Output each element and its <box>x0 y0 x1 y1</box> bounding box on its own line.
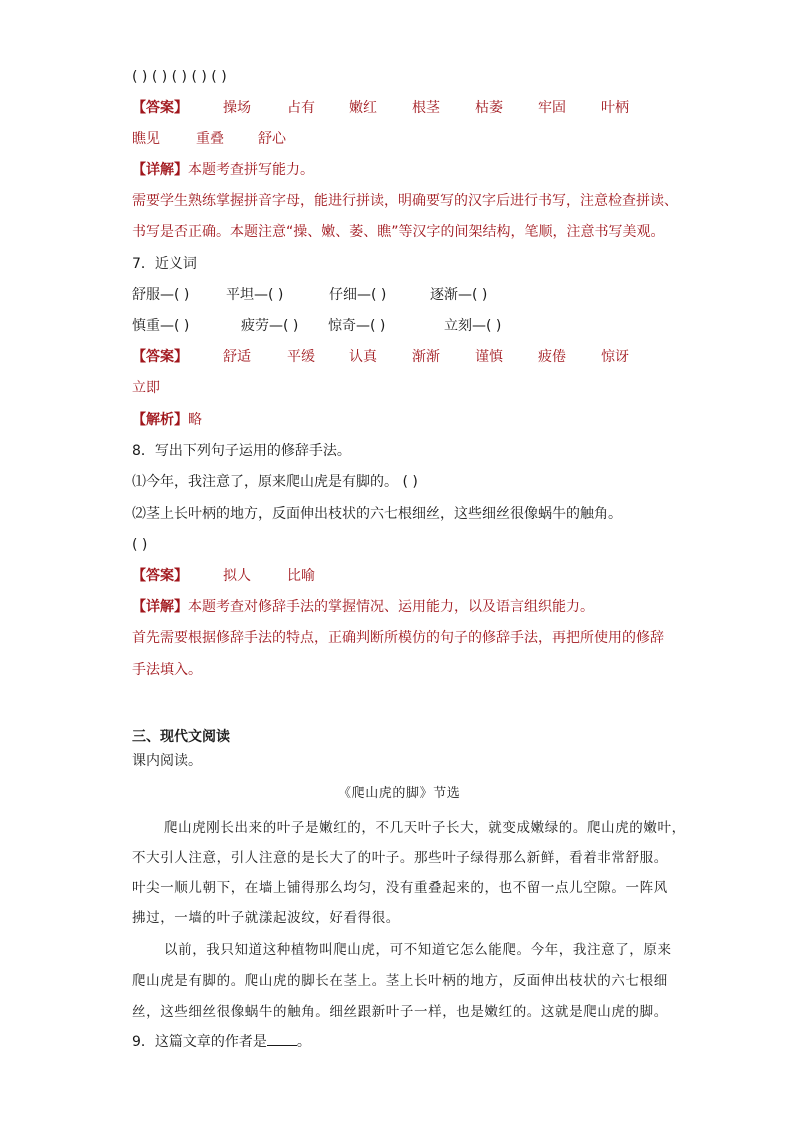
q8-title: 8．写出下列句子运用的修辞手法。 <box>132 443 351 459</box>
q6-detail <box>132 160 314 180</box>
answer-word: 平缓 <box>287 349 315 365</box>
synonym-item: 逐渐—( ) <box>430 287 488 303</box>
q7-title: 7．近义词 <box>132 256 197 272</box>
passage-title: 《爬山虎的脚》节选 <box>338 786 461 801</box>
answer-word: 根茎 <box>412 100 440 116</box>
answer-blank <box>267 1031 297 1046</box>
answer-word: 舒心 <box>258 131 286 147</box>
answer-word: 叶柄 <box>601 100 629 116</box>
passage-line: 爬山虎是有脚的。爬山虎的脚长在茎上。茎上长叶柄的地方，反面伸出枝状的六七根细 <box>132 973 668 989</box>
q8-sentence-1: ⑴今年，我注意了，原来爬山虎是有脚的。 ( ) <box>132 474 418 490</box>
analysis-label: 【解析】 <box>132 412 188 428</box>
answer-word: 舒适 <box>223 349 251 365</box>
detail-label: 【详解】 <box>132 162 188 178</box>
answer-label: 【答案】 <box>132 349 188 365</box>
answer-word: 操场 <box>223 100 251 116</box>
synonym-item: 疲劳—( ) <box>241 318 299 334</box>
q8-para-1: 首先需要根据修辞手法的特点，正确判断所模仿的句子的修辞手法，再把所使用的修辞 <box>132 630 664 646</box>
answer-word: 拟人 <box>223 568 251 584</box>
q6-answer-row-2 <box>132 129 332 149</box>
passage-line: 以前，我只知道这种植物叫爬山虎，可不知道它怎么能爬。今年，我注意了，原来 <box>164 942 672 958</box>
passage-line: 不大引人注意，引人注意的是长大了的叶子。那些叶子绿得那么新鲜，看着非常舒服。 <box>132 850 668 866</box>
analysis-text: 略 <box>188 412 202 428</box>
synonym-item: 立刻—( ) <box>444 318 502 334</box>
answer-word: 立即 <box>132 380 160 396</box>
detail-text: 本题考查拼写能力。 <box>188 162 314 178</box>
q6-answer-row <box>132 98 652 118</box>
synonym-item: 慎重—( ) <box>132 318 190 334</box>
answer-word: 疲倦 <box>538 349 566 365</box>
passage-line: 丝，这些细丝很像蜗牛的触角。细丝跟新叶子一样，也是嫩红的。这就是爬山虎的脚。 <box>132 1004 668 1020</box>
q7-row-1 <box>132 285 592 305</box>
synonym-item: 平坦—( ) <box>226 287 284 303</box>
answer-word: 惊讶 <box>601 349 629 365</box>
answer-label: 【答案】 <box>132 568 188 584</box>
q7-row-2 <box>132 316 592 336</box>
detail-text: 本题考查对修辞手法的掌握情况、运用能力，以及语言组织能力。 <box>188 599 594 615</box>
answer-word: 占有 <box>287 100 315 116</box>
synonym-item: 仔细—( ) <box>329 287 387 303</box>
passage-line: 拂过，一墙的叶子就漾起波纹，好看得很。 <box>132 910 400 926</box>
passage-line: 爬山虎刚长出来的叶子是嫩红的，不几天叶子长大，就变成嫩绿的。爬山虎的嫩叶， <box>164 820 686 836</box>
section-subheading: 课内阅读。 <box>132 753 202 769</box>
synonym-item: 惊奇—( ) <box>328 318 386 334</box>
q8-answer-row <box>132 566 432 586</box>
q6-para-1: 需要学生熟练掌握拼音字母，能进行拼读，明确要写的汉字后进行书写，注意检查拼读、 <box>132 193 678 209</box>
section-heading: 三、现代文阅读 <box>132 729 230 745</box>
answer-word: 瞧见 <box>132 131 160 147</box>
q9-question <box>132 1031 311 1052</box>
answer-word: 比喻 <box>287 568 315 584</box>
synonym-item: 舒服—( ) <box>132 287 190 303</box>
answer-label: 【答案】 <box>132 100 188 116</box>
answer-word: 嫩红 <box>349 100 377 116</box>
answer-word: 重叠 <box>196 131 224 147</box>
q6-para-2: 书写是否正确。本题注意“操、嫩、萎、瞧”等汉字的间架结构，笔顺，注意书写美观。 <box>132 224 665 240</box>
answer-word: 谨慎 <box>475 349 503 365</box>
q7-answer-row <box>132 347 652 367</box>
blanks-row: ( ) ( ) ( ) ( ) ( ) <box>132 69 227 85</box>
answer-word: 枯萎 <box>475 100 503 116</box>
answer-word: 牢固 <box>538 100 566 116</box>
q8-sentence-2: ⑵茎上长叶柄的地方，反面伸出枝状的六七根细丝，这些细丝很像蜗牛的触角。 <box>132 506 622 522</box>
detail-label: 【详解】 <box>132 599 188 615</box>
answer-word: 渐渐 <box>412 349 440 365</box>
q8-detail <box>132 597 594 617</box>
q8-sentence-2-blank: ( ) <box>132 537 148 553</box>
q7-analysis <box>132 410 202 430</box>
passage-line: 叶尖一顺儿朝下，在墙上铺得那么均匀，没有重叠起来的，也不留一点儿空隙。一阵风 <box>132 880 668 896</box>
answer-word: 认真 <box>349 349 377 365</box>
q9-end: 。 <box>296 1034 311 1050</box>
q9-text: 9．这篇文章的作者是 <box>132 1034 267 1050</box>
q8-para-2: 手法填入。 <box>132 662 202 678</box>
